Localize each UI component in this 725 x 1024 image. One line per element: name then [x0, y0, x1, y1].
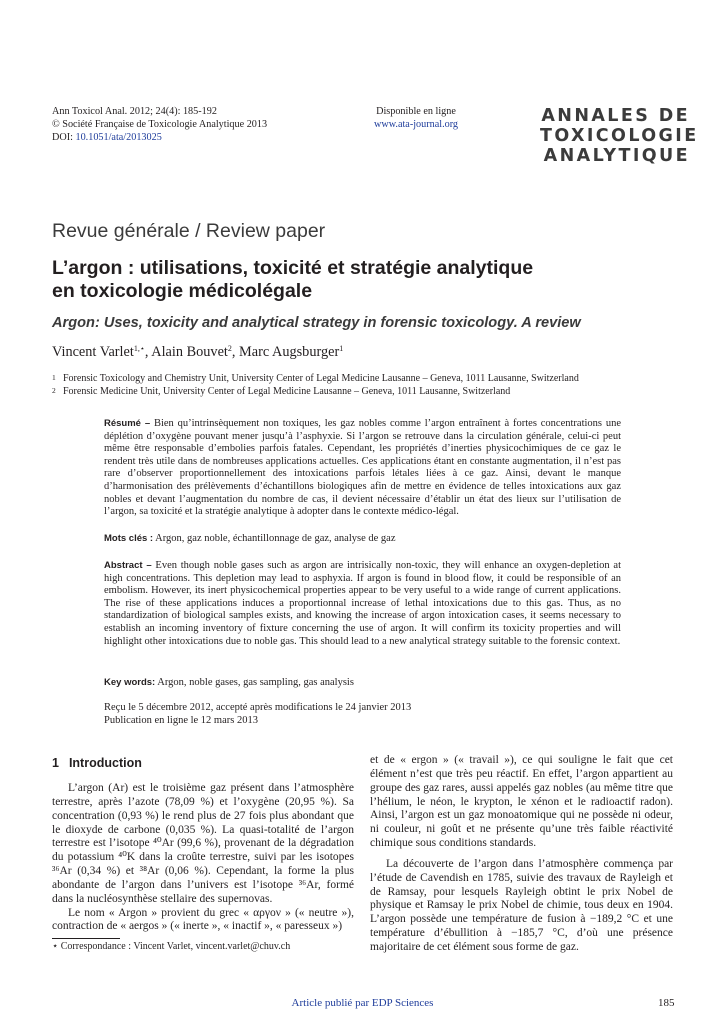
footnote-mark: ⋆	[52, 941, 59, 952]
left-column	[52, 782, 354, 934]
availability-block	[366, 105, 466, 131]
article-rubric: Revue générale / Review paper	[52, 220, 326, 242]
footnote-rule	[52, 938, 120, 939]
section-title: Introduction	[68, 756, 142, 770]
affiliation-number: 1	[52, 373, 56, 382]
english-title: Argon: Uses, toxicity and analytical strategy in forensic toxicology. A review	[52, 315, 581, 331]
author-name: Alain Bouvet	[151, 344, 228, 360]
logo-line-2: TOXICOLOGIE	[540, 126, 699, 146]
page-number: 185	[658, 997, 675, 1009]
journal-website-link[interactable]: www.ata-journal.org	[373, 119, 459, 130]
right-column	[370, 754, 673, 955]
published-date: Publication en ligne le 12 mars 2013	[104, 714, 258, 726]
available-label: Disponible en ligne	[376, 106, 456, 117]
section-heading	[52, 756, 142, 770]
author-separator: ,	[144, 344, 152, 360]
author-list	[52, 344, 343, 361]
doi-label: DOI:	[52, 132, 73, 143]
mots-cles-text: Argon, gaz noble, échantillonnage de gaz, analyse de gaz	[155, 533, 396, 544]
author-affiliation-mark: 1	[339, 344, 344, 353]
abstract-label: Abstract –	[104, 560, 152, 571]
publication-dates	[104, 702, 411, 727]
intro-paragraph-3: et de « ergon » (« travail »), ce qui souligne le fait que cet élément n’est que très peu réactif. En effet, l’argon appartient au groupe des gaz rares, aussi appelés gaz nobles (au même titre que l’hélium, le néon, le krypton, le xénon et le radioactif radon). Ainsi, l’argon est un gaz monoatomique qui ne possède ni odeur, ni couleur, ni goût et ne présente qu’une très faible réactivité chimique sous conditions standards.	[370, 754, 673, 850]
journal-logo	[540, 106, 699, 166]
doi-link[interactable]: 10.1051/ata/2013025	[75, 132, 162, 143]
intro-paragraph-1: L’argon (Ar) est le troisième gaz présent dans l’atmosphère terrestre, après l’azote (78,09 %) et l’oxygène (20,95 %). Sa concentration (0,93 %) le rend plus de 27 fois plus abondant que le dioxyde de carbone (0,035 %). La quasi-totalité de l’argon terrestre est l’isotope ⁴⁰Ar (99,6 %), provenant de la dégradation du potassium ⁴⁰K dans la croûte terrestre, suivi par les isotopes ³⁶Ar (0,34 %) et ³⁸Ar (0,06 %). Cependant, la forme la plus abondante de l’argon dans l’univers est l’isotope ³⁶Ar, formé dans la nucléosynthèse stellaire des supernovas.	[52, 782, 354, 905]
author-name: Marc Augsburger	[239, 344, 340, 360]
footnote-text: Correspondance : Vincent Varlet, vincent.varlet@chuv.ch	[60, 941, 291, 952]
affiliation-text: Forensic Medicine Unit, University Center of Legal Medicine Lausanne – Geneva, 1011 Lausanne, Switzerland	[63, 386, 511, 397]
journal-reference: Ann Toxicol Anal. 2012; 24(4): 185-192	[52, 106, 217, 117]
logo-line-1: ANNALES DE	[541, 106, 690, 126]
intro-paragraph-4: La découverte de l’argon dans l’atmosphère commença par l’étude de Cavendish en 1785, suivie des travaux de Rayleigh et de Ramsay, pour lesquels Rayleigh obtint le prix Nobel de physique et Ramsay le prix Nobel de chimie, tous deux en 1904. L’argon possède une température de fusion à −189,2 °C et une température d’ébullition à −185,7 °C, d’où une présence majoritaire de cet élément sous forme de gaz.	[370, 857, 673, 953]
affiliation-text: Forensic Toxicology and Chemistry Unit, University Center of Legal Medicine Lausanne – Geneva, 1011 Lausanne, Switzerland	[63, 373, 579, 384]
author-affiliation-mark: 2	[227, 344, 232, 353]
abstract-paragraph	[104, 560, 621, 648]
mots-cles-paragraph	[104, 533, 621, 546]
article-title	[52, 257, 612, 303]
affiliation-number: 2	[52, 386, 56, 395]
journal-citation	[52, 105, 267, 144]
copyright-line: © Société Française de Toxicologie Analytique 2013	[52, 119, 268, 130]
received-date: Reçu le 5 décembre 2012, accepté après modifications le 24 janvier 2013	[104, 702, 412, 713]
correspondence-footnote	[52, 941, 290, 952]
title-line-1: L’argon : utilisations, toxicité et stratégie analytique	[52, 257, 534, 279]
logo-line-3: ANALYTIQUE	[543, 146, 690, 166]
keywords-label: Key words:	[104, 677, 156, 688]
section-number: 1	[52, 756, 59, 770]
keywords-paragraph	[104, 677, 621, 690]
resume-paragraph	[104, 418, 621, 519]
resume-label: Résumé –	[104, 418, 151, 429]
keywords-text: Argon, noble gases, gas sampling, gas analysis	[157, 677, 354, 688]
page-footer	[0, 997, 725, 1009]
mots-cles-label: Mots clés :	[104, 533, 154, 544]
publisher-link[interactable]: Article publié par EDP Sciences	[291, 997, 434, 1009]
title-line-2: en toxicologie médicolégale	[52, 280, 313, 302]
author-name: Vincent Varlet	[52, 344, 134, 360]
intro-paragraph-2: Le nom « Argon » provient du grec « αργον » (« neutre »), contraction de « aergos » (« inerte », « inactif », « paresseux »)	[52, 906, 354, 933]
doi-line	[52, 131, 267, 144]
resume-text: Bien qu’intrinsèquement non toxiques, les gaz nobles comme l’argon entraînent à fortes concentrations une déplétion d’oxygène pouvant mener jusqu’à l’asphyxie. Si l’argon se retrouve dans la circulation générale, celui-ci peut même être responsable d’embolies parfois fatales. Cependant, les propriétés d’inerties physicochimiques de ce gaz le rendent très utile dans de nombreuses applications actuelles. Ces applications étant en constante augmentation, il n’est pas rare d’observer proportionnellement des intoxications parfois létales liées à ce gaz. Ainsi, devant le manque d’harmonisation des prélèvements d’échantillons biologiques afin de mettre en évidence de telles intoxications aux gaz nobles et devant l’augmentation du nombre de cas, il devient nécessaire d’établir un état des lieux sur l’utilisation de l’argon, sa toxicité et la stratégie analytique à adopter dans le contexte médico-légal.	[104, 418, 622, 518]
author-separator: ,	[231, 344, 240, 360]
author-affiliation-mark: 1,⋆	[133, 344, 145, 353]
abstract-text: Even though noble gases such as argon are intrisically non-toxic, they will enhance an oxygen-depletion at high concentrations. This depletion may lead to asphyxia. If argon is found in blood flow, it could be responsible of an embolism. However, its inert physicochemical properties appear to be very useful to a wide range of current applications. The rise of these applications induces a proportionnal increase of lethal intoxications due to this gas. Thus, as no standardization of biological samples exists, and knowing the increase of argon intoxication cases, it seems necessary to establish an incoming inventory of fixture concerning the use of argon. It will confirm its toxicity properties and will highlight other intoxications due to noble gas. This should lead to a new analytical strategy suitable to the forensic context.	[104, 560, 621, 647]
